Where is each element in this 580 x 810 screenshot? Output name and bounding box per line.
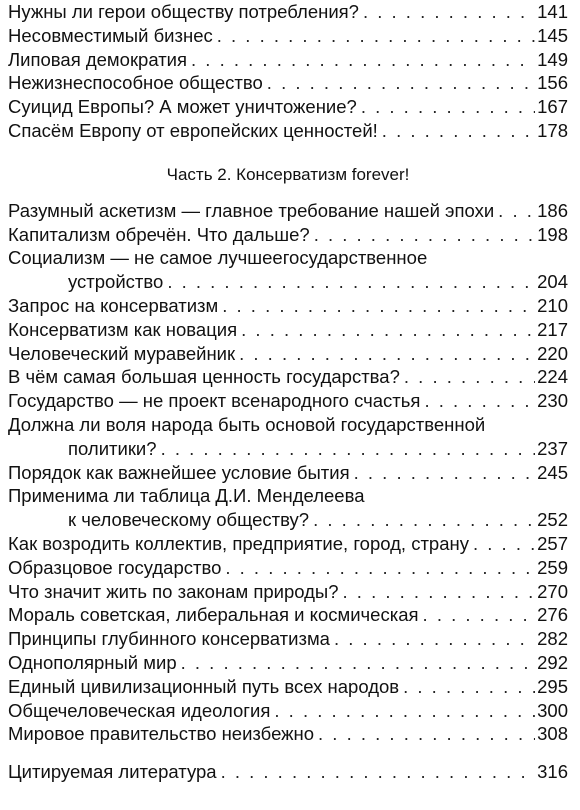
- toc-entry-page-number: 220: [537, 342, 568, 364]
- dot-leader: [191, 48, 535, 72]
- toc-entry: [8, 365, 568, 389]
- dot-leader: [343, 580, 536, 604]
- toc-entry-title: Мировое правительство неизбежно: [8, 723, 315, 745]
- dot-leader: [423, 603, 536, 627]
- toc-entry-title: Цитируемая литература: [8, 761, 217, 783]
- toc-entry-title: политики?: [68, 437, 157, 459]
- toc-entry-row: [8, 508, 568, 532]
- toc-entry-title-line1: Применима ли таблица Д.И. Менделеева: [8, 485, 365, 507]
- toc-entry-page-number: 282: [537, 628, 568, 650]
- toc-entry-title: устройство: [68, 271, 164, 293]
- toc-entry-row: [8, 95, 568, 119]
- toc-entry: [8, 484, 568, 532]
- toc-entry: [8, 580, 568, 604]
- toc-entry: [8, 675, 568, 699]
- toc-entry-title: Что значит жить по законам природы?: [8, 580, 339, 602]
- toc-entry-page-number: 316: [537, 761, 568, 783]
- dot-leader: [403, 675, 535, 699]
- toc-entry-title: Образцовое государство: [8, 556, 222, 578]
- toc-entry-row: [8, 627, 568, 651]
- dot-leader: [354, 461, 536, 485]
- toc-entry-page-number: 259: [537, 556, 568, 578]
- toc-entry: [8, 246, 568, 294]
- toc-entry-title: Спасём Европу от европейских ценностей!: [8, 119, 378, 141]
- toc-entry-row: [8, 651, 568, 675]
- toc-list-top: [8, 0, 568, 143]
- dot-leader: [404, 365, 535, 389]
- section-heading: Часть 2. Консерватизм forever!: [166, 164, 410, 184]
- toc-entry: [8, 294, 568, 318]
- toc-entry-page-number: 149: [537, 48, 568, 70]
- toc-entry-title: Нежизнеспособное общество: [8, 72, 263, 94]
- toc-list-part2: [8, 199, 568, 746]
- toc-entry-page-number: 145: [537, 24, 568, 46]
- toc-entry: [8, 603, 568, 627]
- toc-entry-row: [8, 24, 568, 48]
- dot-leader: [361, 95, 535, 119]
- toc-entry-row: [8, 437, 568, 461]
- toc-entry: [8, 318, 568, 342]
- toc-entry-page-number: 217: [537, 318, 568, 340]
- toc-entry: [8, 760, 568, 784]
- toc-entry-row: [8, 365, 568, 389]
- toc-entry-page-number: 178: [537, 119, 568, 141]
- toc-entry-title: Мораль советская, либеральная и космическая: [8, 604, 419, 626]
- toc-entry-title-line1: Должна ли воля народа быть основой государственной: [8, 413, 486, 435]
- dot-leader: [424, 389, 535, 413]
- toc-entry-row: [8, 461, 568, 485]
- toc-entry: [8, 223, 568, 247]
- toc-entry-title: Как возродить коллектив, предприятие, город, страну: [8, 532, 469, 554]
- dot-leader: [363, 0, 535, 24]
- dot-leader: [222, 294, 535, 318]
- dot-leader: [239, 342, 535, 366]
- toc-entry: [8, 199, 568, 223]
- toc-entry-page-number: 230: [537, 390, 568, 412]
- dot-leader: [241, 318, 535, 342]
- toc-entry-title: Государство — не проект всенародного счастья: [8, 390, 421, 412]
- toc-entry-page-number: 245: [537, 461, 568, 483]
- dot-leader: [313, 508, 535, 532]
- toc-entry-page-number: 198: [537, 223, 568, 245]
- dot-leader: [314, 223, 535, 247]
- spacer: [8, 746, 568, 760]
- toc-entry-row: [8, 342, 568, 366]
- toc-entry-title: Запрос на консерватизм: [8, 294, 219, 316]
- toc-entry-title: Нужны ли герои обществу потребления?: [8, 1, 359, 22]
- toc-entry-row: [8, 294, 568, 318]
- toc-entry-page-number: 276: [537, 604, 568, 626]
- dot-leader: [334, 627, 535, 651]
- dot-leader: [498, 199, 535, 223]
- dot-leader: [217, 24, 535, 48]
- toc-entry: [8, 461, 568, 485]
- dot-leader: [161, 437, 536, 461]
- dot-leader: [221, 760, 536, 784]
- toc-entry-row: [8, 675, 568, 699]
- toc-entry-page-number: 141: [537, 1, 568, 22]
- dot-leader: [267, 71, 535, 95]
- toc-entry-title: Общечеловеческая идеология: [8, 699, 271, 721]
- toc-entry-title: Суицид Европы? А может уничтожение?: [8, 96, 357, 118]
- toc-entry-title: Консерватизм как новация: [8, 318, 238, 340]
- toc-entry-title: Единый цивилизационный путь всех народов: [8, 675, 400, 697]
- toc-entry-row: [8, 119, 568, 143]
- toc-entry-page-number: 252: [537, 509, 568, 531]
- toc-list-bottom: [8, 760, 568, 784]
- toc-entry: [8, 651, 568, 675]
- toc-entry-title: В чём самая большая ценность государства?: [8, 366, 400, 388]
- toc-entry-row: [8, 48, 568, 72]
- toc-entry: [8, 48, 568, 72]
- dot-leader: [318, 722, 535, 746]
- toc-entry-page-number: 295: [537, 675, 568, 697]
- toc-entry: [8, 556, 568, 580]
- toc-entry: [8, 532, 568, 556]
- toc-entry-row: [8, 760, 568, 784]
- toc-entry-row: [8, 270, 568, 294]
- toc-entry: [8, 722, 568, 746]
- dot-leader: [181, 651, 536, 675]
- toc-entry-page-number: 270: [537, 580, 568, 602]
- toc-entry-title: Разумный аскетизм — главное требование нашей эпохи: [8, 199, 495, 221]
- toc-entry-title: Принципы глубинного консерватизма: [8, 628, 330, 650]
- toc-entry: [8, 119, 568, 143]
- toc-entry-title: Порядок как важнейшее условие бытия: [8, 461, 350, 483]
- toc-entry: [8, 389, 568, 413]
- toc-entry: [8, 0, 568, 24]
- toc-entry-row: [8, 580, 568, 604]
- toc-entry-title-line1: Социализм — не самое лучшеегосударственное: [8, 247, 428, 269]
- dot-leader: [225, 556, 535, 580]
- toc-entry-page-number: 224: [537, 366, 568, 388]
- toc-entry-row: [8, 556, 568, 580]
- toc-entry-row: [8, 318, 568, 342]
- dot-leader: [473, 532, 535, 556]
- toc-entry-title: Несовместимый бизнес: [8, 24, 213, 46]
- toc-entry-page-number: 210: [537, 294, 568, 316]
- toc-entry-title: к человеческому обществу?: [68, 509, 310, 531]
- toc-entry: [8, 342, 568, 366]
- toc-entry-page-number: 204: [537, 271, 568, 293]
- dot-leader: [274, 699, 535, 723]
- toc-entry-page-number: 237: [537, 437, 568, 459]
- toc-entry: [8, 699, 568, 723]
- toc-entry-title: Однополярный мир: [8, 651, 177, 673]
- toc-entry: [8, 95, 568, 119]
- toc-entry-row: [8, 722, 568, 746]
- toc-entry: [8, 24, 568, 48]
- dot-leader: [382, 119, 535, 143]
- toc-entry-page-number: 156: [537, 72, 568, 94]
- toc-entry-row: [8, 532, 568, 556]
- toc-entry-page-number: 186: [537, 199, 568, 221]
- toc-entry-row: [8, 389, 568, 413]
- toc-entry-row: [8, 223, 568, 247]
- toc-entry-page-number: 167: [537, 96, 568, 118]
- toc-entry-title: Человеческий муравейник: [8, 342, 236, 364]
- toc-entry: [8, 71, 568, 95]
- toc-entry-row: [8, 0, 568, 24]
- toc-entry-page-number: 292: [537, 651, 568, 673]
- toc-entry-row: [8, 199, 568, 223]
- toc-entry-row: [8, 71, 568, 95]
- toc-entry-row: [8, 603, 568, 627]
- toc-entry: [8, 413, 568, 461]
- dot-leader: [167, 270, 535, 294]
- toc-entry-page-number: 257: [537, 532, 568, 554]
- toc-entry-row: [8, 699, 568, 723]
- toc-entry-title: Капитализм обречён. Что дальше?: [8, 223, 310, 245]
- toc-entry-page-number: 308: [537, 723, 568, 745]
- toc-entry: [8, 627, 568, 651]
- toc-entry-page-number: 300: [537, 699, 568, 721]
- toc-entry-title: Липовая демократия: [8, 48, 188, 70]
